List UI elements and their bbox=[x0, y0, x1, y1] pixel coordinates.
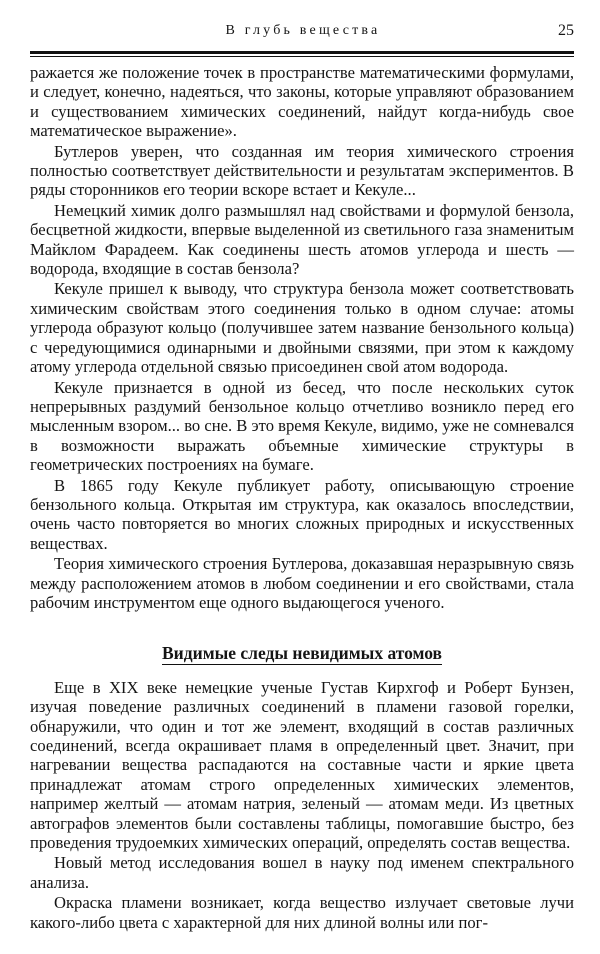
paragraph: Немецкий химик долго размышлял над свойствами и формулой бензола, бесцветной жидкости, впервые выделенной из светильного газа знаменитым Майклом Фарадеем. Как соединены шесть атомов углерода и шесть — водорода, входящие в состав бензола? bbox=[30, 200, 574, 279]
paragraph: В 1865 году Кекуле публикует работу, описывающую строение бензольного кольца. Открытая им структура, как оказалось впоследствии, очень часто повторяется во многих сложных природных и искусственных веществах. bbox=[30, 475, 574, 553]
paragraph: Теория химического строения Бутлерова, доказавшая неразрывную связь между расположением атомов в любом соединении и его свойствами, стала рабочим инструментом еще одного выдающегося ученого. bbox=[30, 554, 574, 612]
paragraph: Бутлеров уверен, что созданная им теория химического строения полностью соответствует действительности и результатам экспериментов. В ряды сторонников его теории вскоре встает и Кекуле... bbox=[30, 141, 574, 200]
paragraph: Новый метод исследования вошел в науку под именем спектрального анализа. bbox=[30, 853, 574, 892]
paragraph: Еще в XIX веке немецкие ученые Густав Кирхгоф и Роберт Бунзен, изучая поведение различных соединений в пламени газовой горелки, обнаружили, что один и тот же элемент, входящий в состав различных соединений, всегда окрашивает пламя в определенный цвет. Значит, при нагревании вещества распадаются на составные части и яркие цвета принадлежат атомам строго определенных химических элементов, например желтый — атомам натрия, зеленый — атомам меди. Из цветных автографов элементов были составлены таблицы, помогавшие быстро, без проведения трудоемких химических операций, определять состав вещества. bbox=[30, 677, 574, 853]
paragraph: ражается же положение точек в пространстве математическими формулами, и следует, конечно, надеяться, что законы, которые управляют образованием и существованием химических соединений, найдут когда-нибудь свое математическое выражение». bbox=[30, 63, 574, 141]
paragraph: Кекуле признается в одной из бесед, что после нескольких суток непрерывных раздумий бензольное кольцо отчетливо возникло перед его мысленным взором... во сне. В это время Кекуле, видимо, уже не сомневался в возможности выражать объемные химические структуры в геометрических построениях на бумаге. bbox=[30, 377, 574, 475]
page-header bbox=[32, 22, 574, 46]
running-title: В глубь вещества bbox=[225, 23, 381, 38]
page-number: 25 bbox=[558, 22, 574, 39]
header-rule-thick bbox=[30, 51, 574, 54]
section-heading-text: Видимые следы невидимых атомов bbox=[162, 643, 442, 664]
paragraph: Кекуле пришел к выводу, что структура бензола может соответствовать химическим свойствам этого соединения только в одном случае: атомы углерода образуют кольцо (получившее затем название бензольного кольца) с чередующимися одинарными и двойными связями, при этом к каждому атому углерода отдельной связью присоединен свой атом водорода. bbox=[30, 279, 574, 377]
header-rule-thin bbox=[30, 56, 574, 57]
section-heading bbox=[30, 644, 574, 663]
page-body bbox=[30, 63, 574, 932]
paragraph: Окраска пламени возникает, когда вещество излучает световые лучи какого-либо цвета с характерной для них длиной волны или пог- bbox=[30, 893, 574, 932]
